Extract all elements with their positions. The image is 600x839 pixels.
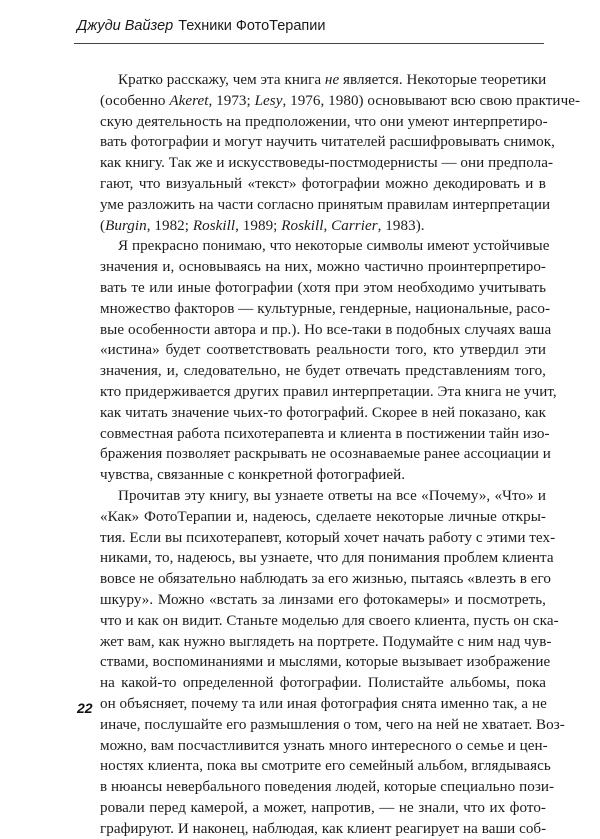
text-run: бражения позволяет раскрывать не осознаваемые ранее ассоциации и: [100, 446, 551, 463]
text-run: скую деятельность на предположении, что они умеют интерпретиро-: [100, 113, 548, 130]
italic-run: Burgin: [105, 217, 147, 234]
text-line: [100, 299, 551, 320]
text-line: [100, 611, 559, 632]
text-run: как читать значение чьих-то фотографий. Скорее в ней показано, как: [100, 404, 546, 421]
header-rule: [74, 43, 544, 44]
text-line: [100, 673, 546, 694]
text-line: [100, 403, 546, 424]
text-line: [100, 320, 552, 341]
text-run: ностях клиента, пока вы смотрите его семейный альбом, вглядываясь: [100, 758, 551, 775]
text-run: значения и, основываясь на них, можно частично проинтерпретиро-: [100, 259, 546, 276]
text-line: [100, 112, 546, 133]
text-run: кто придерживается других правил интерпретации. Эта книга не учит,: [100, 383, 557, 400]
text-run: он объясняет, почему та или иная фотография снята именно так, а не: [100, 695, 547, 712]
header-author: Джуди Вайзер: [77, 18, 174, 34]
text-line: [100, 257, 546, 278]
text-run: является. Некоторые теоретики: [339, 72, 547, 88]
text-run: «истина» будет соответствовать реальности того, кто утвердил эти: [100, 342, 546, 359]
text-run: , 1973;: [208, 92, 255, 109]
italic-run: Roskill, Carrier: [281, 217, 378, 234]
text-line: [100, 632, 552, 653]
italic-run: не: [324, 72, 340, 88]
text-run: (: [100, 217, 106, 234]
running-header: [77, 18, 325, 34]
text-run: , 1989;: [235, 217, 282, 234]
text-line: [100, 132, 555, 153]
text-run: можно, вам посчастливится узнать много интересного о семье и цен-: [100, 737, 548, 754]
text-run: как книгу. Так же и искусствоведы-постмодернисты — они предпола-: [100, 155, 554, 172]
header-book-title: Техники ФотоТерапии: [178, 18, 326, 34]
text-run: множество факторов — культурные, гендерные, национальные, расо-: [100, 300, 551, 317]
text-line: [100, 382, 557, 403]
paragraph: [100, 236, 557, 486]
text-run: Прочитав эту книгу, вы узнаете ответы на все «Почему», «Что» и: [118, 487, 546, 504]
text-run: «Как» ФотоТерапии и, надеюсь, сделаете некоторые личные откры-: [100, 508, 546, 525]
text-line: [100, 91, 581, 112]
text-line: [100, 507, 546, 528]
body-text: [100, 70, 581, 839]
italic-run: Lesy: [254, 92, 283, 109]
text-run: в нюансы невербального поведения людей, которые специально пози-: [100, 779, 555, 796]
text-line: [100, 465, 546, 486]
text-run: , 1976, 1980) основывают всю свою практиче-: [282, 92, 581, 109]
text-line: [100, 174, 546, 195]
text-run: жет вам, как нужно выглядеть на портрете. Подумайте с ним над чув-: [100, 633, 552, 650]
text-line: [100, 424, 550, 445]
text-line: [100, 756, 551, 777]
text-run: никами, то, надеюсь, вы узнаете, что для понимания проблем клиента: [100, 550, 554, 567]
text-line: [100, 361, 546, 382]
text-line: [100, 195, 551, 216]
text-run: вать фотографии и могут научить читателей расшифровывать снимок,: [100, 134, 555, 151]
text-line: [100, 486, 546, 507]
text-line: [100, 444, 551, 465]
text-run: уме разложить на части согласно принятым правилам интерпретации: [100, 196, 551, 213]
text-line: [100, 548, 554, 569]
italic-run: Roskill: [192, 217, 236, 234]
text-line: [100, 590, 546, 611]
text-line: [100, 777, 555, 798]
text-run: совместная работа психотерапевта и клиента в постижении тайн изо-: [100, 425, 550, 442]
paragraph: [100, 486, 565, 839]
text-line: [100, 798, 546, 819]
text-run: тия. Если вы психотерапевт, который хочет начать работу с этими тех-: [100, 529, 556, 546]
text-run: вовсе не обязательно наблюдать за его жизнью, пытаясь «влезть в его: [100, 571, 551, 588]
text-line: [100, 569, 551, 590]
text-line: [100, 694, 546, 715]
text-run: (особенно: [100, 92, 170, 109]
text-line: [100, 736, 546, 757]
text-run: Кратко расскажу, чем эта книга: [118, 72, 325, 88]
text-run: шкуру». Можно «встать за линзами его фотокамеры» и посмотреть,: [100, 591, 546, 608]
text-run: ствами, воспоминаниями и мыслями, которые вызывает изображение: [100, 654, 551, 671]
text-run: графируют. И наконец, наблюдая, как клиент реагирует на ваши соб-: [100, 820, 547, 837]
text-run: вые особенности автора и пр.). Но все-таки в подобных случаях ваша: [100, 321, 552, 338]
text-line: [100, 236, 550, 257]
text-run: , 1982;: [146, 217, 193, 234]
text-run: на какой-то определенной фотографии. Полистайте альбомы, пока: [100, 675, 546, 692]
text-run: ровали перед камерой, а может, напротив, — не знали, что их фото-: [100, 799, 546, 816]
text-line: [100, 70, 546, 91]
text-line: [100, 528, 556, 549]
text-line: [100, 278, 546, 299]
text-run: чувства, связанные с конкретной фотографией.: [100, 467, 406, 484]
text-run: гают, что визуальный «текст» фотографии можно декодировать и в: [100, 175, 546, 192]
italic-run: Akeret: [169, 92, 209, 109]
text-line: [100, 715, 565, 736]
text-line: [100, 340, 546, 361]
text-run: иначе, послушайте его размышления о том, чего на ней не хватает. Воз-: [100, 716, 565, 733]
text-run: что и как он видит. Станьте моделью для своего клиента, пусть он ска-: [100, 612, 559, 629]
text-line: [100, 652, 551, 673]
page-number: 22: [77, 700, 93, 716]
text-run: Я прекрасно понимаю, что некоторые символы имеют устойчивые: [118, 238, 550, 255]
paragraph: [100, 70, 581, 236]
text-line: [100, 153, 554, 174]
text-run: вать те или иные фотографии (хотя при этом необходимо учитывать: [100, 279, 546, 296]
text-line: [100, 819, 546, 839]
text-run: , 1983).: [377, 217, 425, 234]
text-line: [100, 216, 546, 237]
text-run: значения, и, следовательно, не будет отвечать представлениям того,: [100, 363, 546, 380]
